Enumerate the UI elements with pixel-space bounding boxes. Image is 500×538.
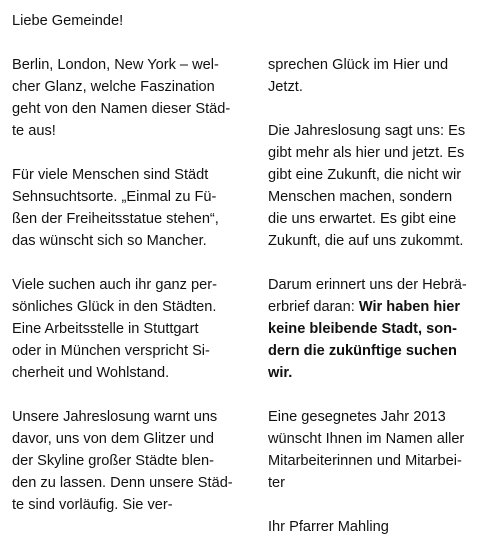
quote-bold: dern die zukünftige suchen bbox=[268, 343, 457, 359]
paragraph-cities: Berlin, London, New York – wel- cher Glanz, welche Faszination geht von den Namen dieser Städ- te aus! bbox=[12, 57, 231, 139]
paragraph-hebrews-quote: Darum erinnert uns der Hebrä- erbrief daran: Wir haben hier keine bleibende Stadt, son- dern die zukünftige suchen wir. bbox=[268, 274, 493, 384]
paragraph-longing: Für viele Menschen sind Städt Sehnsuchtsorte. „Einmal zu Fü- ßen der Freiheitsstatue stehen“, das wünscht sich so Mancher. bbox=[12, 167, 219, 249]
letter-right-column bbox=[268, 54, 493, 538]
paragraph-continuation: sprechen Glück im Hier und Jetzt. bbox=[268, 57, 449, 95]
letter-left-column bbox=[12, 10, 252, 516]
paragraph-warning: Unsere Jahreslosung warnt uns davor, uns von dem Glitzer und der Skyline großer Städte blen- den zu lassen. Denn unsere Städ- te sind vorläufig. Sie ver- bbox=[12, 409, 233, 513]
letter-greeting: Liebe Gemeinde! bbox=[12, 13, 124, 29]
letter-signature: Ihr Pfarrer Mahling bbox=[268, 519, 389, 535]
paragraph-happiness: Viele suchen auch ihr ganz per- sönliches Glück in den Städten. Eine Arbeitsstelle in Stuttgart oder in München verspricht Si- cherheit und Wohlstand. bbox=[12, 277, 217, 381]
paragraph-future: Die Jahreslosung sagt uns: Es gibt mehr als hier und jetzt. Es gibt eine Zukunft, die nicht wir Menschen machen, sondern die uns erwartet. Es gibt eine Zukunft, die auf uns zukommt. bbox=[268, 123, 466, 249]
quote-bold: Wir haben hier bbox=[358, 299, 461, 315]
quote-bold: keine bleibende Stadt, son- bbox=[268, 321, 457, 337]
quote-bold: wir. bbox=[268, 365, 293, 381]
paragraph-new-year-wishes: Eine gesegnetes Jahr 2013 wünscht Ihnen im Namen aller Mitarbeiterinnen und Mitarbei- ter bbox=[268, 409, 465, 491]
